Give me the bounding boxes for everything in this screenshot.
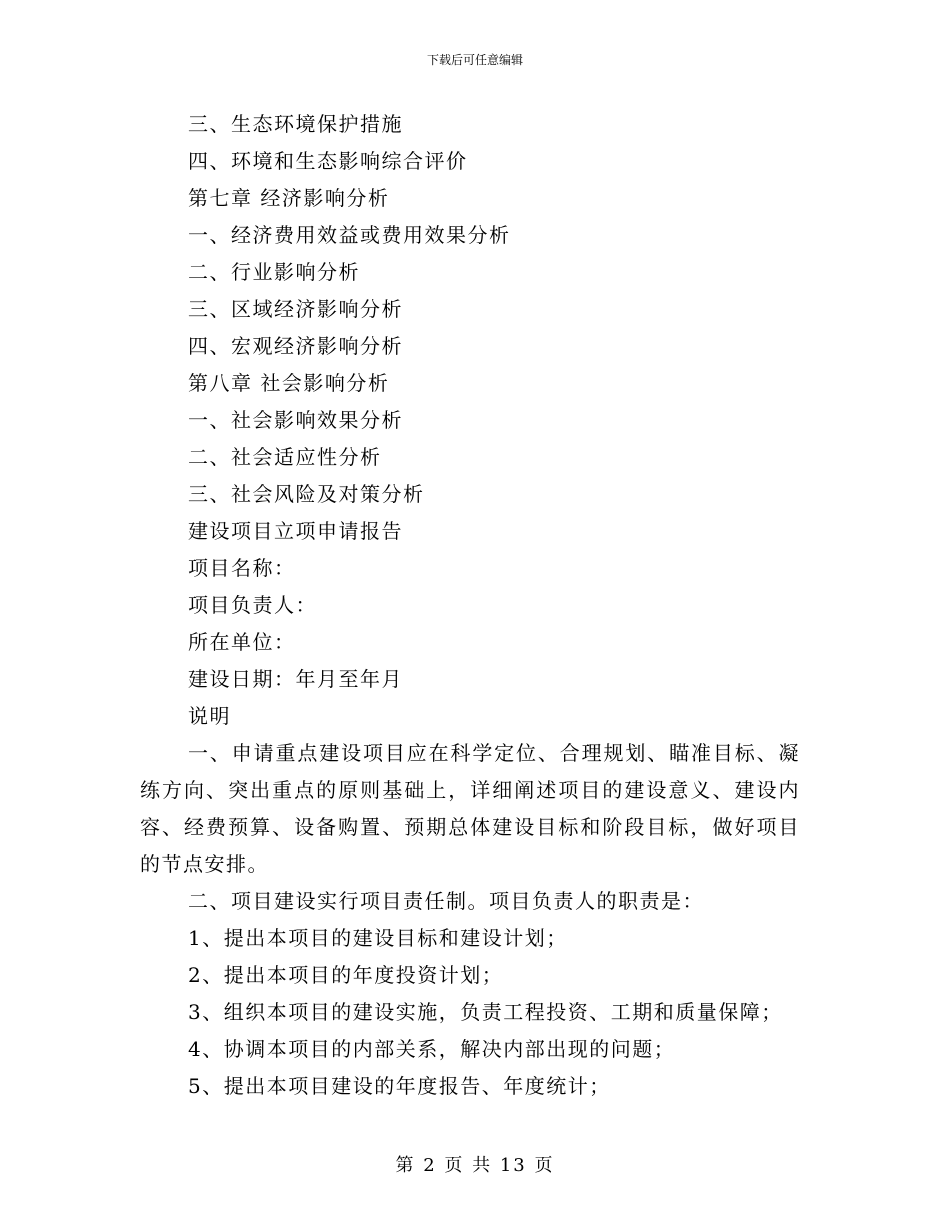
section-heading: 一、社会影响效果分析 (188, 408, 403, 432)
duty-item: 5、提出本项目建设的年度报告、年度统计； (188, 1074, 611, 1098)
unit-label: 所在单位： (188, 630, 296, 654)
section-heading: 三、区域经济影响分析 (188, 297, 403, 321)
page-header: 下载后可任意编辑 (426, 53, 523, 67)
section-heading: 二、社会适应性分析 (188, 445, 382, 469)
section-heading: 四、宏观经济影响分析 (188, 334, 403, 358)
notes-heading: 说明 (188, 704, 231, 728)
duty-item: 2、提出本项目的年度投资计划； (188, 963, 504, 987)
duty-item: 1、提出本项目的建设目标和建设计划； (188, 926, 568, 950)
notes-paragraph-2: 二、项目建设实行项目责任制。项目负责人的职责是： (188, 889, 704, 913)
duty-item: 4、协调本项目的内部关系，解决内部出现的问题； (188, 1037, 676, 1061)
project-leader-label: 项目负责人： (188, 593, 317, 617)
section-heading: 四、环境和生态影响综合评价 (188, 149, 468, 173)
chapter-heading: 第八章 社会影响分析 (188, 371, 390, 395)
report-title: 建设项目立项申请报告 (188, 519, 403, 543)
notes-paragraph-1: 一、申请重点建设项目应在科学定位、合理规划、瞄准目标、凝练方向、突出重点的原则基础上，详细阐述项目的建设意义、建设内容、经费预算、设备购置、预期总体建设目标和阶段目标，做好项目的节点安排。 (140, 741, 800, 876)
document-body (140, 106, 800, 1105)
page-number-footer: 第 2 页 共 13 页 (395, 1155, 555, 1176)
chapter-heading: 第七章 经济影响分析 (188, 186, 390, 210)
project-name-label: 项目名称： (188, 556, 296, 580)
section-heading: 二、行业影响分析 (188, 260, 360, 284)
section-heading: 三、生态环境保护措施 (188, 112, 403, 136)
construction-date-label: 建设日期：年月至年月 (188, 667, 403, 691)
section-heading: 三、社会风险及对策分析 (188, 482, 425, 506)
section-heading: 一、经济费用效益或费用效果分析 (188, 223, 511, 247)
duty-item: 3、组织本项目的建设实施，负责工程投资、工期和质量保障； (188, 1000, 783, 1024)
